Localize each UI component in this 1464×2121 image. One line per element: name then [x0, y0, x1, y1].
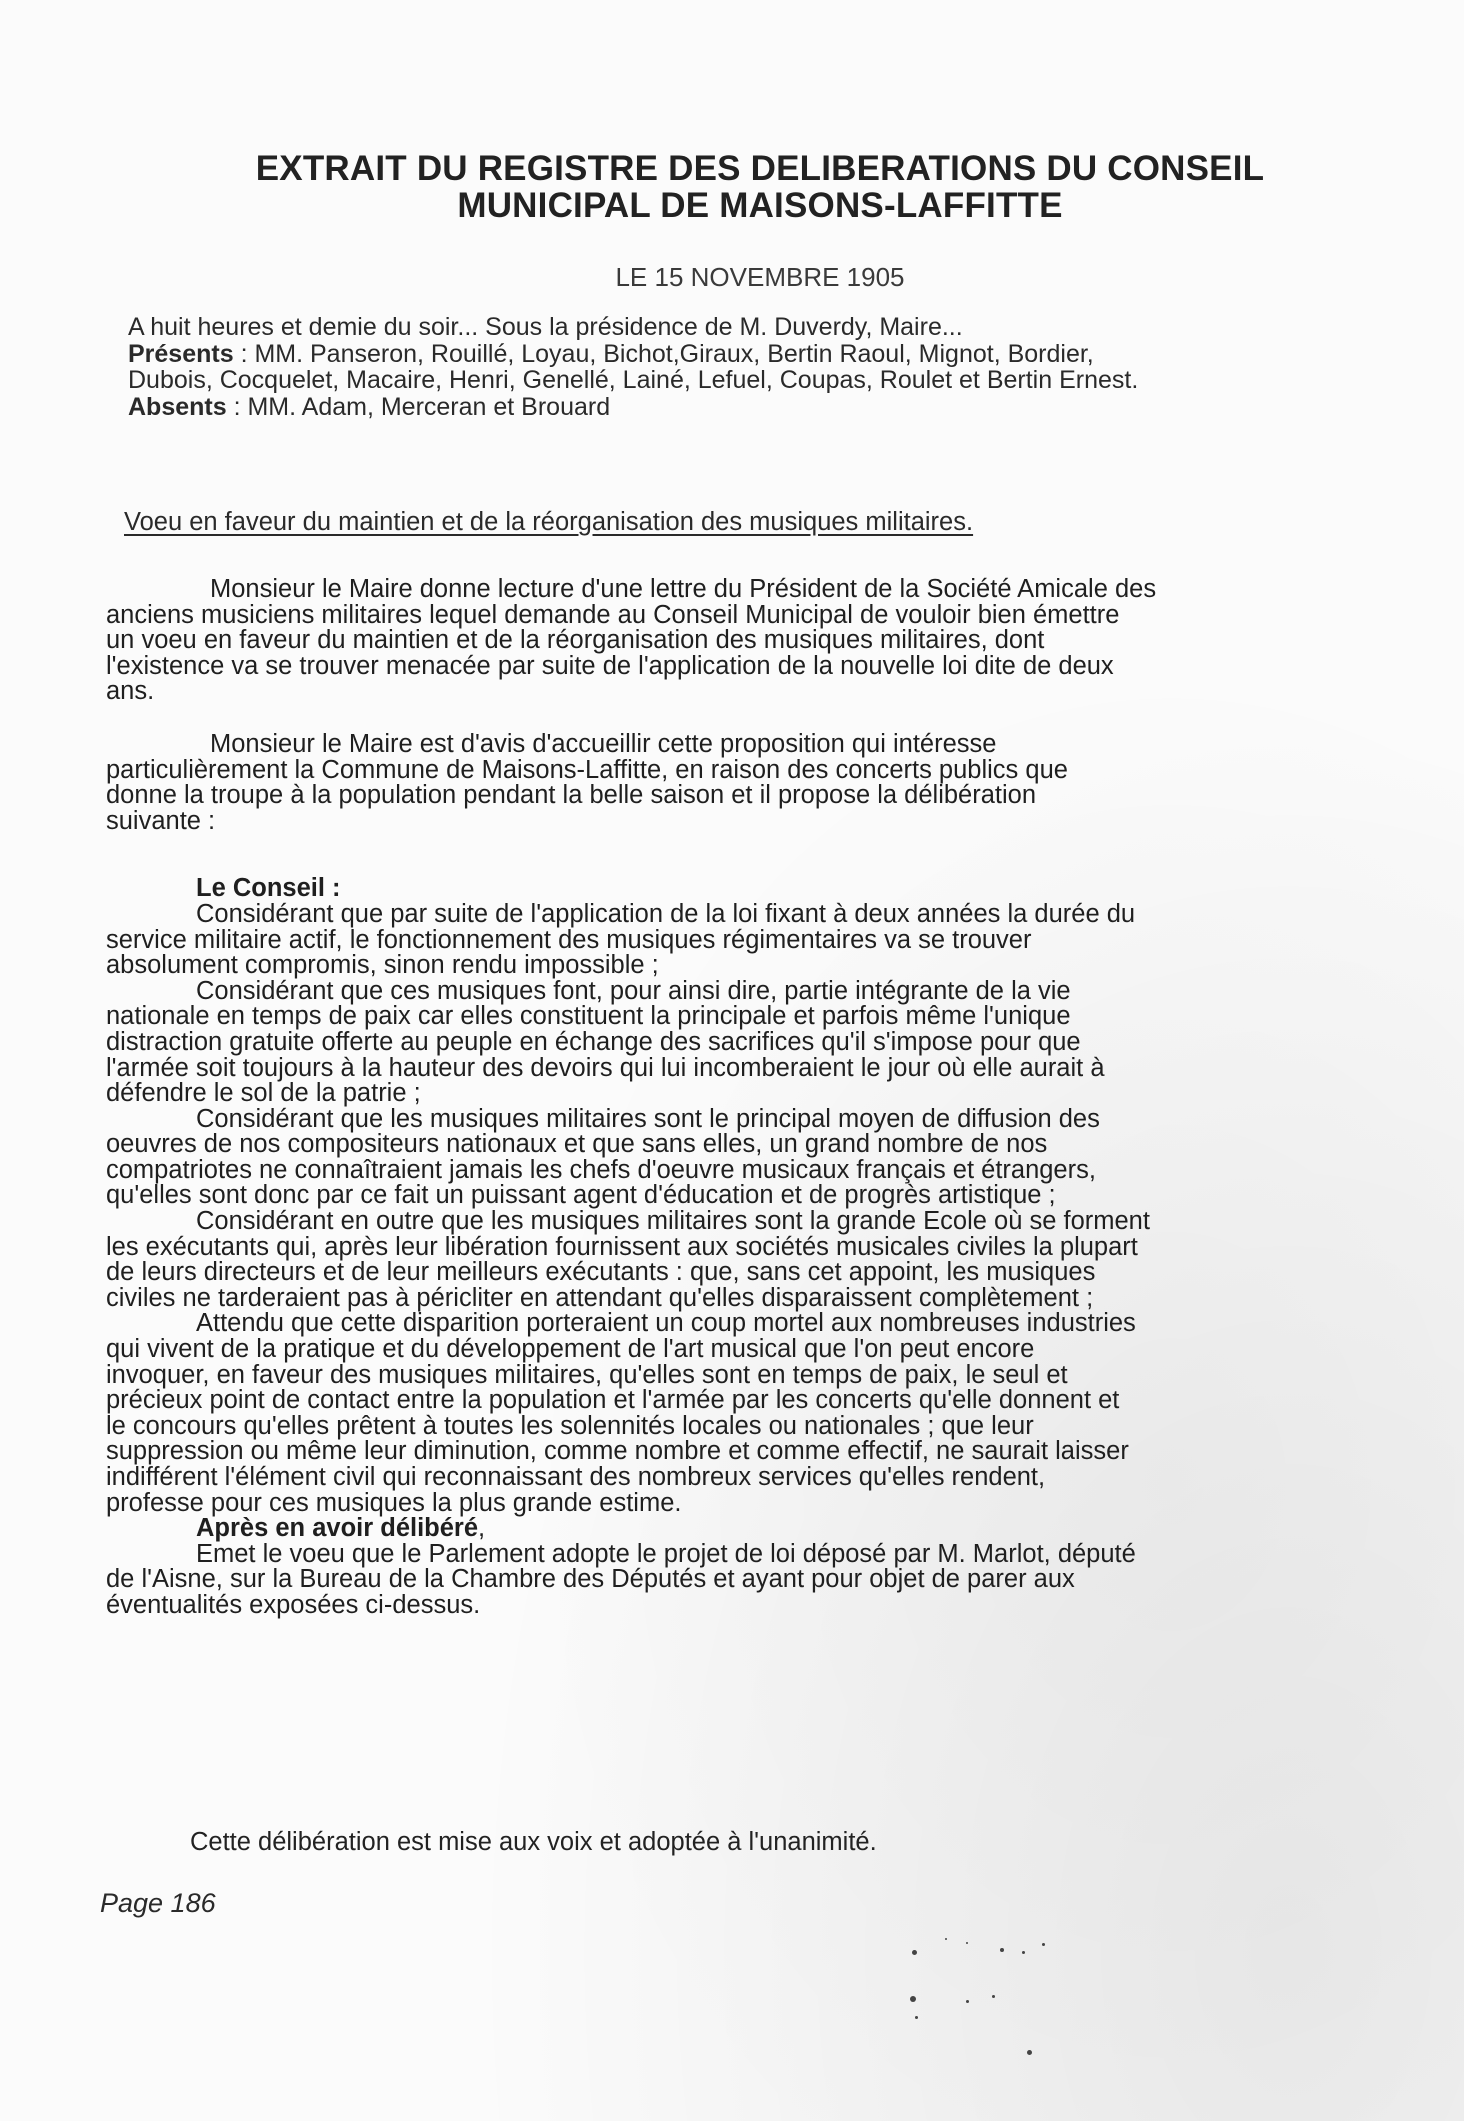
paragraph-line: Emet le voeu que le Parlement adopte le projet de loi déposé par M. Marlot, député: [196, 1539, 1136, 1568]
paragraph-line: ans.: [106, 677, 155, 706]
paragraph-line: civiles ne tarderaient pas à péricliter en attendant qu'elles disparaissent complètement ;: [106, 1283, 1094, 1312]
paragraph-line: suivante :: [106, 806, 216, 835]
paragraph-line: les exécutants qui, après leur libération fournissent aux sociétés musicales civiles la plupart: [106, 1232, 1138, 1261]
paragraph-line: Considérant que par suite de l'application de la loi fixant à deux années la durée du: [196, 899, 1136, 928]
apres-comma: ,: [478, 1514, 486, 1543]
speckle: [915, 2016, 918, 2019]
paragraph-line: défendre le sol de la patrie ;: [106, 1079, 421, 1108]
paragraph-line: qu'elles sont donc par ce fait un puissant agent d'éducation et de progrès artistique ;: [106, 1181, 1056, 1210]
paragraph-line: Attendu que cette disparition porteraient un coup mortel aux nombreuses industries: [196, 1309, 1136, 1338]
paragraph-line: distraction gratuite offerte au peuple en échange des sacrifices qu'il s'impose pour que: [106, 1027, 1081, 1056]
paragraph-line: un voeu en faveur du maintien et de la réorganisation des musiques militaires, dont: [106, 626, 1045, 655]
paragraph-line: professe pour ces musiques la plus grande estime.: [106, 1488, 682, 1517]
paragraph-line: Considérant en outre que les musiques militaires sont la grande Ecole où se forment: [196, 1207, 1150, 1236]
speckle: [1042, 1943, 1045, 1946]
document-title: [140, 150, 1380, 224]
paragraph-line: donne la troupe à la population pendant la belle saison et il propose la délibération: [106, 781, 1037, 810]
scan-speckles: [860, 1910, 1160, 2110]
paragraph-line: oeuvres de nos compositeurs nationaux et que sans elles, un grand nombre de nos: [106, 1130, 1048, 1159]
absents-label: Absents: [128, 392, 227, 421]
paragraph-line: indifférent l'élément civil qui reconnaissant des nombreux services qu'elles rendent,: [106, 1463, 1046, 1491]
speckle: [912, 1950, 917, 1955]
presents-label: Présents: [128, 339, 234, 368]
paragraph-line: de l'Aisne, sur la Bureau de la Chambre des Députés et ayant pour objet de parer aux: [106, 1565, 1075, 1594]
paragraph-line: le concours qu'elles prêtent à toutes les solennités locales ou nationales ; que leur: [106, 1411, 1034, 1440]
paragraph-line: compatriotes ne connaîtraient jamais les chefs d'oeuvre musicaux français et étrangers,: [106, 1155, 1096, 1184]
apres-line: [106, 1516, 1436, 1542]
absents-line: [128, 394, 1448, 421]
presents-line: [128, 341, 1448, 368]
speckle: [992, 1995, 995, 1998]
paragraph-line: Monsieur le Maire donne lecture d'une lettre du Président de la Société Amicale des: [210, 575, 1157, 603]
subject-heading: Voeu en faveur du maintien et de la réorganisation des musiques militaires.: [124, 508, 974, 536]
paragraph-line: l'armée soit toujours à la hauteur des devoirs qui lui incomberaient le jour où elle aurait à: [106, 1053, 1105, 1082]
speckle: [966, 1942, 968, 1944]
paragraph-line: Monsieur le Maire est d'avis d'accueillir cette proposition qui intéresse: [210, 729, 997, 758]
paragraph-line: absolument compromis, sinon rendu impossible ;: [106, 951, 659, 980]
closing-statement: Cette délibération est mise aux voix et adoptée à l'unanimité.: [190, 1828, 877, 1856]
paragraph-line: Considérant que ces musiques font, pour ainsi dire, partie intégrante de la vie: [196, 976, 1071, 1005]
paragraph-line: de leurs directeurs et de leur meilleurs exécutants : que, sans cet appoint, les musiques: [106, 1258, 1096, 1287]
paragraph-line: anciens musiciens militaires lequel demande au Conseil Municipal de vouloir bien émettre: [106, 600, 1120, 629]
paragraph-line: éventualités exposées ci-dessus.: [106, 1590, 481, 1619]
paragraph-line: nationale en temps de paix car elles constituent la principale et parfois même l'unique: [106, 1002, 1071, 1031]
speckle: [1022, 1951, 1025, 1954]
title-line: MUNICIPAL DE MAISONS-LAFFITTE: [457, 186, 1063, 225]
paragraph-line: service militaire actif, le fonctionnement des musiques régimentaires va se trouver: [106, 925, 1032, 954]
speckle: [1000, 1948, 1004, 1952]
title-line: EXTRAIT DU REGISTRE DES DELIBERATIONS DU CONSEIL: [255, 149, 1265, 188]
speckle: [1027, 2050, 1032, 2055]
speckle: [966, 2000, 969, 2003]
paragraph-line: Considérant que les musiques militaires sont le principal moyen de diffusion des: [196, 1104, 1100, 1133]
meeting-date: LE 15 NOVEMBRE 1905: [615, 262, 905, 292]
paragraph-line: suppression ou même leur diminution, comme nombre et comme effectif, ne saurait laisser: [106, 1437, 1129, 1466]
speckle: [945, 1938, 947, 1940]
council-heading: Le Conseil :: [196, 874, 341, 903]
paragraph-line: invoquer, en faveur des musiques militaires, qu'elles sont en temps de paix, le seul et: [106, 1360, 1068, 1389]
paragraph-line: l'existence va se trouver menacée par suite de l'application de la nouvelle loi dite de deux: [106, 651, 1114, 680]
apres-heading: Après en avoir délibéré: [196, 1514, 479, 1543]
paragraph-line: précieux point de contact entre la population et l'armée par les concerts qu'elle donnent et: [106, 1386, 1120, 1415]
body-paragraphs: [106, 577, 1436, 1619]
attendance-block: [128, 314, 1448, 420]
speckle: [910, 1996, 916, 2002]
absents-names: : MM. Adam, Merceran et Brouard: [226, 392, 611, 421]
presents-names: : MM. Panseron, Rouillé, Loyau, Bichot,Giraux, Bertin Raoul, Mignot, Bordier,: [233, 339, 1094, 368]
presents-line-continued: Dubois, Cocquelet, Macaire, Henri, Genellé, Lainé, Lefuel, Coupas, Roulet et Bertin Ernest.: [128, 366, 1139, 394]
paragraph-line: qui vivent de la pratique et du développement de l'art musical que l'on peut encore: [106, 1335, 1035, 1364]
opening-line: A huit heures et demie du soir... Sous la présidence de M. Duverdy, Maire...: [128, 313, 963, 341]
page-number: Page 186: [100, 1888, 216, 1918]
paragraph-line: particulièrement la Commune de Maisons-Laffitte, en raison des concerts publics que: [106, 755, 1068, 784]
